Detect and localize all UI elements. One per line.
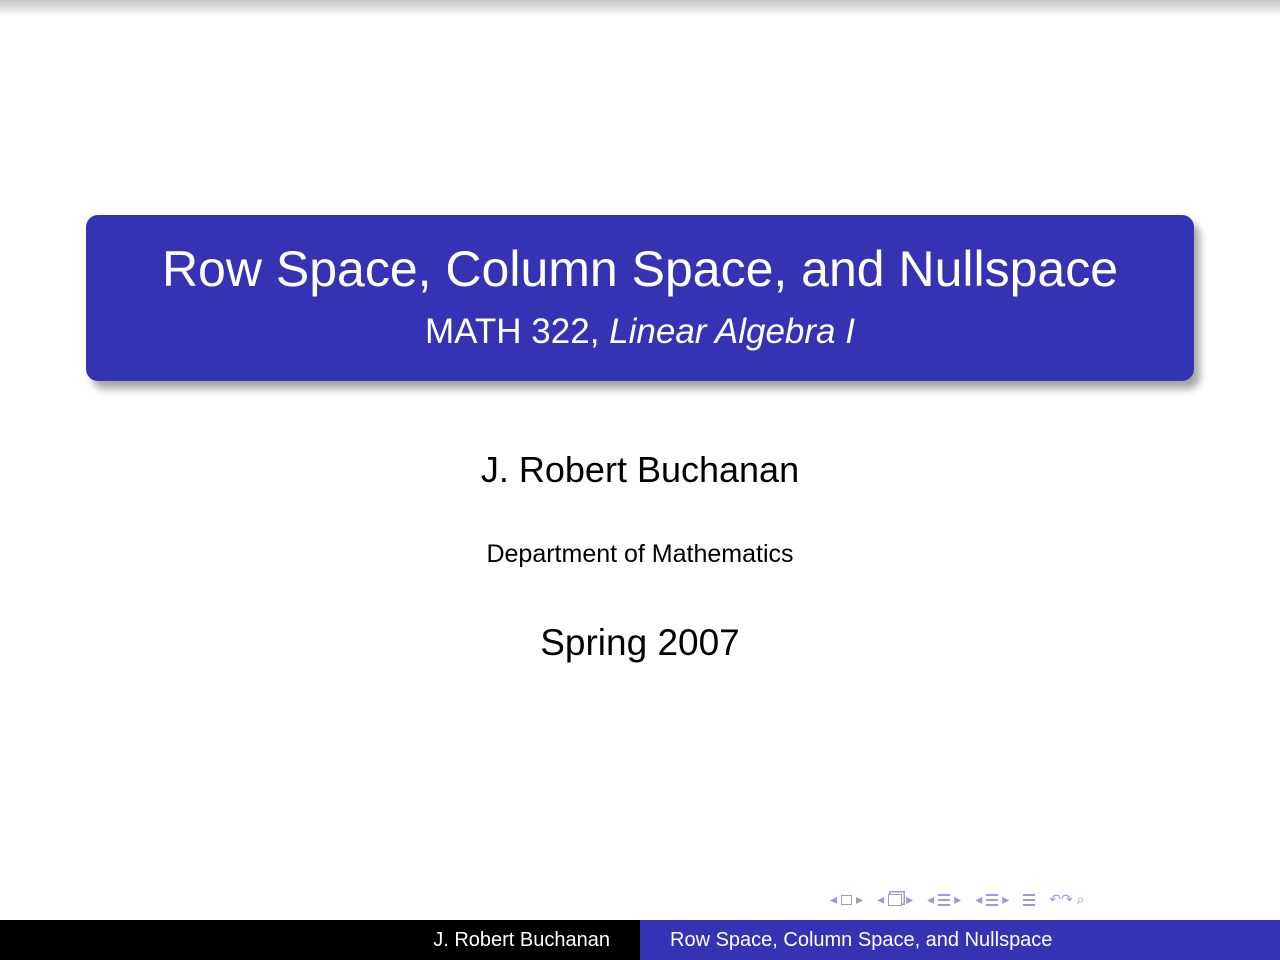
beamer-navigation <box>830 888 1099 912</box>
back-forward-icon[interactable]: ↶↷ <box>1049 892 1073 908</box>
search-icon[interactable]: ⌕ <box>1076 892 1085 908</box>
arrow-left-icon[interactable]: ◂ <box>830 892 838 908</box>
arrow-right-icon[interactable]: ▸ <box>906 892 914 908</box>
footer-author: J. Robert Buchanan <box>0 920 640 960</box>
frame-icon[interactable] <box>841 895 852 905</box>
document-icon[interactable] <box>986 894 998 906</box>
slide-title: Row Space, Column Space, and Nullspace <box>161 241 1119 297</box>
footer <box>0 920 1280 960</box>
arrow-left-icon[interactable]: ◂ <box>975 892 983 908</box>
course-code: MATH 322, <box>425 312 600 351</box>
search-nav <box>1049 892 1084 908</box>
course-name: Linear Algebra I <box>609 312 855 351</box>
align-icon[interactable] <box>1023 894 1035 906</box>
subsection-nav <box>877 892 913 908</box>
top-shade <box>0 0 1280 16</box>
arrow-left-icon[interactable]: ◂ <box>927 892 935 908</box>
section-icon[interactable] <box>938 894 950 906</box>
document-nav <box>975 892 1009 908</box>
align-nav <box>1023 894 1035 906</box>
section-nav <box>927 892 961 908</box>
author-name: J. Robert Buchanan <box>480 449 800 490</box>
frame-nav <box>830 892 863 908</box>
arrow-right-icon[interactable]: ▸ <box>1002 892 1010 908</box>
slide-subtitle <box>86 311 1194 353</box>
presentation-date: Spring 2007 <box>540 622 740 663</box>
arrow-right-icon[interactable]: ▸ <box>856 892 864 908</box>
subsection-icon[interactable] <box>888 894 902 906</box>
arrow-right-icon[interactable]: ▸ <box>954 892 962 908</box>
title-box <box>86 215 1194 381</box>
arrow-left-icon[interactable]: ◂ <box>877 892 885 908</box>
footer-title: Row Space, Column Space, and Nullspace <box>640 920 1280 960</box>
institute: Department of Mathematics <box>486 540 794 568</box>
